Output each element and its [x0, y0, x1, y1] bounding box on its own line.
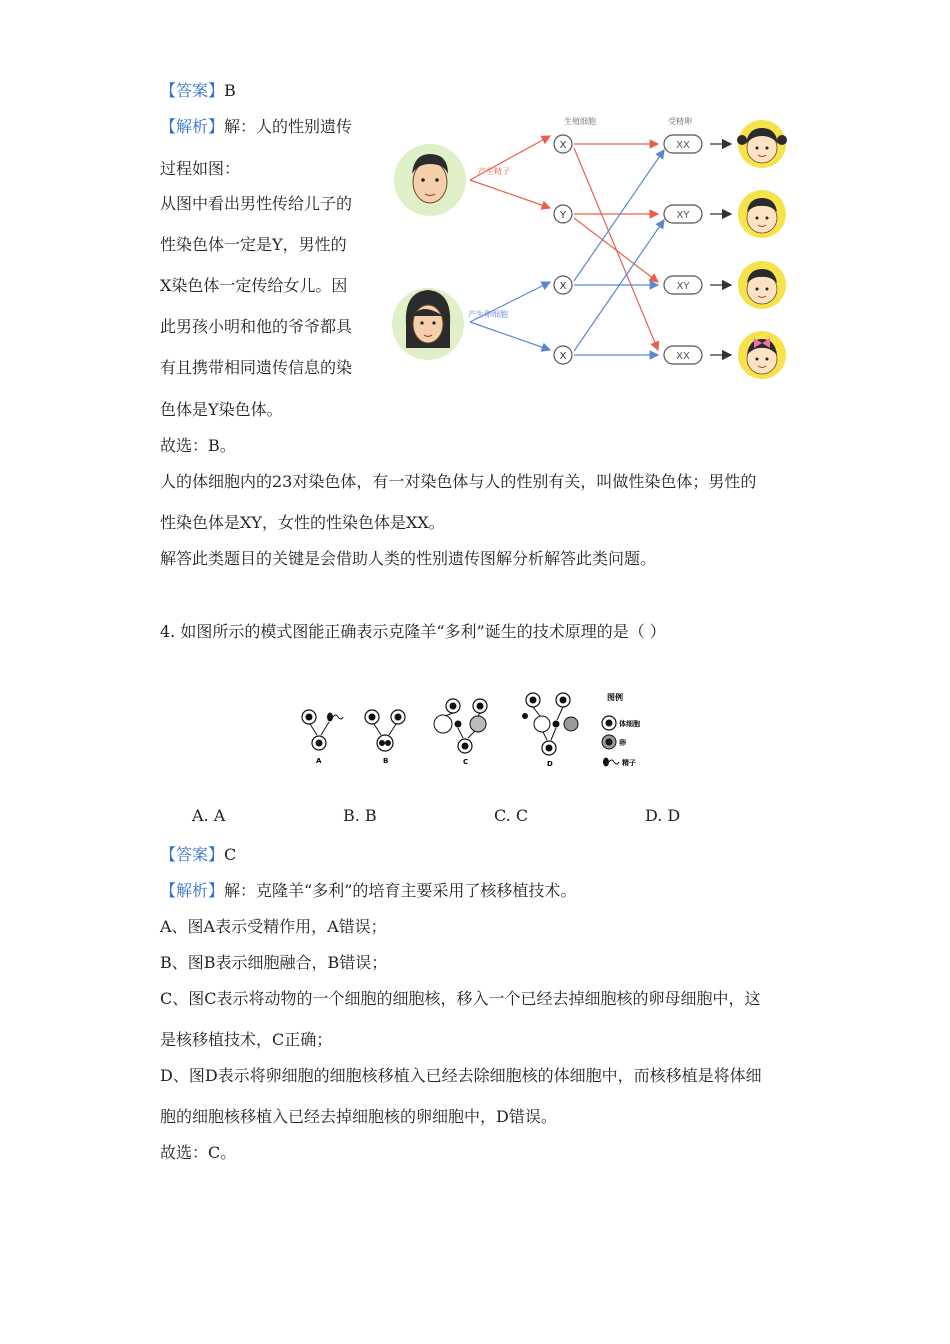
figure-b — [365, 710, 405, 765]
analysis-text: 从图中看出男性传给儿子的 — [160, 194, 353, 213]
boy-portrait — [738, 190, 786, 238]
germ-cell — [554, 346, 572, 364]
analysis-tag: 【解析】 — [160, 117, 225, 136]
analysis-tag: 【解析】 — [160, 881, 225, 900]
zygote — [664, 276, 702, 294]
germ-cell — [554, 276, 572, 294]
legend-sperm: 精子 — [622, 759, 636, 767]
analysis-text: B、图B表示细胞融合，B错误； — [160, 953, 388, 972]
analysis-text: 性染色体一定是Y，男性的 — [160, 235, 347, 254]
figure-legend — [602, 692, 640, 767]
analysis-text: 此男孩小明和他的爷爷都具 — [160, 317, 353, 336]
option-a[interactable]: A. A — [192, 806, 226, 825]
answer-value: B — [224, 81, 236, 100]
svg-text:XX: XX — [676, 351, 690, 362]
analysis-text: D、图D表示将卵细胞的细胞核移植入已经去除细胞核的体细胞中，而核移植是将体细 — [160, 1066, 762, 1085]
zygote — [664, 346, 702, 364]
figure-d-label: D — [547, 760, 553, 768]
boy-portrait — [738, 261, 786, 309]
analysis-text: X染色体一定传给女儿。因 — [160, 276, 348, 295]
germ-cell-header: 生殖细胞 — [564, 117, 596, 126]
answer-tag: 【答案】 — [160, 845, 225, 864]
analysis-text: 有且携带相同遗传信息的染 — [160, 358, 353, 377]
analysis-line-q3 — [160, 114, 352, 137]
figure-c-label: C — [463, 758, 469, 766]
analysis-text: C、图C表示将动物的一个细胞的细胞核，移入一个已经去掉细胞核的卵母细胞中，这 — [160, 989, 761, 1008]
conclusion-text: 故选：B。 — [160, 436, 236, 455]
figure-b-label: B — [383, 757, 389, 765]
answer-value: C — [224, 845, 237, 864]
analysis-text: 解：克隆羊“多利”的培育主要采用了核移植技术。 — [224, 881, 577, 900]
germ-cell — [554, 205, 572, 223]
svg-text:XY: XY — [676, 281, 690, 292]
analysis-text: 胞的细胞核移植入已经去掉细胞核的卵细胞中，D错误。 — [160, 1107, 557, 1126]
figure-a-label: A — [316, 757, 322, 765]
analysis-text: 是核移植技术，C正确； — [160, 1030, 333, 1049]
father-portrait — [394, 144, 466, 216]
girl-portrait — [738, 331, 786, 379]
analysis-text: 过程如图： — [160, 159, 241, 178]
legend-somatic-cell: 体细胞 — [619, 720, 640, 728]
mother-portrait — [392, 288, 464, 360]
question-4: 4. 如图所示的模式图能正确表示克隆羊“多利”诞生的技术原理的是（ ） — [160, 622, 666, 641]
cloning-diagram — [295, 686, 665, 776]
legend-title: 图例 — [607, 693, 623, 702]
conclusion-text: 故选：C。 — [160, 1143, 237, 1162]
zygote — [664, 135, 702, 153]
answer-tag: 【答案】 — [160, 81, 225, 100]
girl-portrait — [737, 120, 787, 168]
svg-text:X: X — [559, 140, 567, 151]
egg-label: 产生卵细胞 — [468, 310, 508, 319]
analysis-text: 色体是Y染色体。 — [160, 400, 283, 419]
svg-text:X: X — [559, 351, 567, 362]
germ-cell — [554, 135, 572, 153]
figure-d — [522, 693, 578, 768]
svg-text:XX: XX — [676, 140, 690, 151]
analysis-line-q4 — [160, 878, 576, 901]
svg-text:Y: Y — [559, 210, 567, 221]
option-b[interactable]: B. B — [343, 806, 377, 825]
analysis-text: A、图A表示受精作用，A错误； — [160, 917, 387, 936]
figure-c — [434, 699, 487, 766]
figure-a — [302, 710, 343, 765]
svg-text:X: X — [559, 281, 567, 292]
analysis-text: 解：人的性别遗传 — [224, 117, 353, 136]
answer-line-q4 — [160, 842, 236, 865]
zygote — [664, 205, 702, 223]
legend-egg: 卵 — [619, 739, 626, 747]
analysis-text: 人的体细胞内的23对染色体，有一对染色体与人的性别有关，叫做性染色体；男性的 — [160, 472, 757, 491]
answer-line-q3 — [160, 78, 236, 101]
option-d[interactable]: D. D — [645, 806, 681, 825]
analysis-text: 性染色体是XY，女性的性染色体是XX。 — [160, 513, 445, 532]
svg-text:XY: XY — [676, 210, 690, 221]
analysis-text: 解答此类题目的关键是会借助人类的性别遗传图解分析解答此类问题。 — [160, 549, 657, 568]
sex-inheritance-diagram — [388, 110, 808, 395]
zygote-header: 受精卵 — [668, 117, 692, 126]
sperm-label: 产生精子 — [478, 167, 510, 176]
option-c[interactable]: C. C — [494, 806, 529, 825]
